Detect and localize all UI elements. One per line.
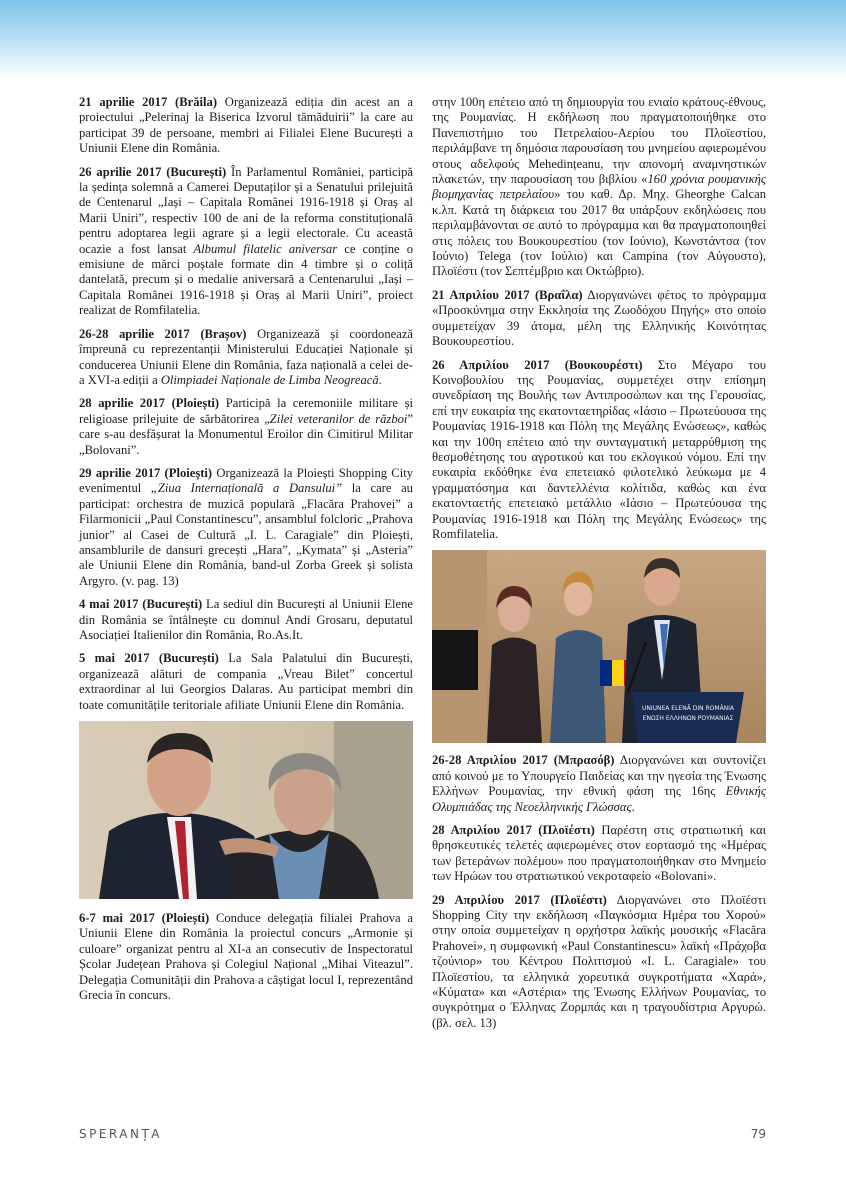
entry-date: 21 Απριλίου 2017 (Βραΐλα) <box>432 287 583 302</box>
entry-brasov-ro: 26-28 aprilie 2017 (Brașov) Organizează și coordonează împreună cu reprezentanții Ministerului Educației Naționale și conducerea Uniunii Elene din România, faza națională a celei de-a XVI-a ediții a Olimpiadei Naționale de Limba Neogreacă. <box>79 326 413 387</box>
entry-ploiesti-29-ro: 29 aprilie 2017 (Ploiești) Organizează la Ploiești Shopping City evenimentul „Ziua Internațională a Dansului” la care au participat: orchestra de muzică populară „Flacăra Prahovei” a Filarmonicii „Paul Constantinescu”, ansamblul folcloric „Prahova junior” al Casei de Cultură „I. L. Caragiale” din Ploiești, ansamblurile de dansuri grecești „Hara”, „Kymata” și „Asteria” ale Uniunii Elene din România, band-ul Zorba Greek și solista Argyro. (v. pag. 13) <box>79 465 414 588</box>
podium-text-ro: UNIUNEA ELENĂ DIN ROMÂNIA <box>641 705 735 713</box>
entry-date: 29 Απριλίου 2017 (Πλοϊέστι) <box>432 892 607 907</box>
entry-ploiesti-29-gr: 29 Απριλίου 2017 (Πλοϊέστι) Διοργανώνει στο Πλοϊέστι Shopping City την εκδήλωση «Παγκόσμια Ημέρα του Χορού» στην οποία συμμετείχαν η ορχήστρα λαϊκής μουσικής «Flacăra Prahovei», η συμφωνική «Paul Constantinescu» λαϊκή «Πράχοβα τζούνιορ» του Κέντρου Πολιτισμού «I. L. Caragiale» του Πλοϊεστίου, τα ελληνικά χορευτικά συγκροτήματα «Χαρά», «Κύματα» και «Αστέρια» της Ένωσης Ελλήνων Ρουμανίας, το συγκρότημα ο Έλληνας Ζορμπάς και η τραγουδίστρια Αργυρώ. (βλ. σελ. 13) <box>432 892 766 1030</box>
entry-bucuresti-gr: 26 Απριλίου 2017 (Βουκουρέστι) Στο Μέγαρο του Κοινοβουλίου της Ρουμανίας, συμμετέχει στην επίσημη συνεδρίαση της Βουλής των Αντιπροσώπων και της Γερουσίας, επί την ευκαιρία της εκατονταετηρίδας «Ιάσιο – Πρωτεύουσα της Ρουμανίας 1916-1918 και Πόλη της Μεγάλης Ενώσεως», καθώς και την 100η επέτειο από την συνταγματική μεταρρύθμιση της θεσμοθέτησης του αγροτικού και του εκλογικού νόμου. Επί την ευκαιρία εκδόθηκε ένα επετειακό φιλοτελικό λεύκωμα με 4 γραμματόσημα και δαντελλένια κολίτιδα, καθώς και ένα εκατονταετής επετειακό μετάλλιο «Ιάσιο – Πρωτεύουσα της Ρουμανίας 1916-1918 και Πόλη της Μεγάλης Ενώσεως» της Romfilatelia. <box>432 357 766 541</box>
photo-podium <box>432 550 766 743</box>
right-column <box>432 95 766 1039</box>
entry-date: 21 aprilie 2017 (Brăila) <box>79 95 218 109</box>
entry-bucuresti-4mai-ro: 4 mai 2017 (București) La sediul din București al Uniunii Elene din România se întâlnește cu domnul Andi Grosaru, deputatul Asociației Italienilor din România, Ro.As.It. <box>79 597 413 642</box>
entry-date: 28 aprilie 2017 (Ploiești) <box>79 396 220 411</box>
entry-date: 26 aprilie 2017 (București) <box>79 164 227 179</box>
entry-date: 26-28 aprilie 2017 (Brașov) <box>79 326 247 341</box>
photo-two-men <box>79 721 413 899</box>
entry-braila-ro: 21 aprilie 2017 (Brăila) Organizează ediția din acest an a proiectului „Pelerinaj la Biserica Izvorul tămăduirii” la care au participat 39 de persoane, membri ai Filialei Elene București a Uniunii Elene din România. <box>79 95 413 156</box>
entry-date: 5 mai 2017 (București) <box>79 651 219 666</box>
entry-ploiesti-28-gr: 28 Απριλίου 2017 (Πλοϊέστι) Παρέστη στις στρατιωτική και θρησκευτικές τελετές αφιερωμένες στον εορτασμό της «Ημέρας των βετεράνων πολέμου» που πραγματοποιήθηκαν στο Μνημείο των Ηρώων του στρατιωτικού νεκροταφείο «Bolovani». <box>432 823 766 884</box>
entry-continued-gr: στην 100η επέτειο από τη δημιουργία του ενιαίο κράτους-έθνους, της Ρουμανίας. Η εκδήλωση που πραγματοποιήθηκε στο Πανεπιστήμιο του Πετρελαίου-Αερίου του Πλοϊεστίου, περιλάμβανε τη δημόσια παρουσίαση του μνημείου αφιερωμένου στους αδελφούς Mehedințeanu, την απονομή αναμνηστικών πλακετών, την παρουσίαση του βιβλίου «160 χρόνια ρουμανικής βιομηχανίας πετρελαίου» του καθ. Δρ. Μηχ. Gheorghe Calcan κ.λπ. Κατά τη διάρκεια του 2017 θα υπάρξουν εκδηλώσεις που περιλαμβάνονται σε αυτό το πρόγραμμα και θα πραγματοποιηθεί στις πόλεις του Βουκουρεστίου (τον Ιούνιο), Κωνστάντσα (τον Ιούνιο) Telega (τον Ιούλιο) και Campina (τον Αύγουστο), Πλοϊέστι (τον Σεπτέμβριο και Οκτώβριο). <box>432 95 766 279</box>
header-band <box>0 0 846 80</box>
entry-date: 26 Απριλίου 2017 (Βουκουρέστι) <box>432 357 643 372</box>
entry-brasov-gr: 26-28 Απριλίου 2017 (Μπρασόβ) Διοργανώνει και συντονίζει από κοινού με το Υπουργείο Παιδείας και την ηγεσία της Ένωσης Ελλήνων Ρουμανίας, την εθνική φάση της 16ης Εθνικής Ολυμπιάδας της Νεοελληνικής Γλώσσας. <box>432 753 766 814</box>
entry-ploiesti-28-ro: 28 aprilie 2017 (Ploiești) Participă la ceremoniile militare și religioase prilejuite de sărbătorirea „Zilei veteranilor de război” care s-au desfășurat la Monumentul Eroilor din Cimitirul Militar „Bolovani”. <box>79 396 414 457</box>
entry-date: 29 aprilie 2017 (Ploiești) <box>79 465 213 480</box>
entry-date: 4 mai 2017 (București) <box>79 597 203 612</box>
magazine-title: SPERANȚA <box>79 1127 163 1141</box>
left-column <box>79 95 413 1011</box>
page-number: 79 <box>750 1127 766 1141</box>
podium-text-gr: ΕΝΩΣΗ ΕΛΛΗΝΩΝ ΡΟΥΜΑΝΙΑΣ <box>642 715 734 723</box>
entry-braila-gr: 21 Απριλίου 2017 (Βραΐλα) Διοργανώνει φέτος το πρόγραμμα «Προσκύνημα στην Εκκλησία της Ζωοδόχου Πηγής» στο οποίο συμμετείχαν 39 άτομα, μέλη της Ελληνικής Κοινότητας Βουκουρεστίου. <box>432 287 766 349</box>
entry-ploiesti-6mai-ro: 6-7 mai 2017 (Ploiești) Conduce delegația filialei Prahova a Uniunii Elene din România la proiectul concurs „Armonie și culoare” organizat pentru al XI-a an consecutiv de Inspectoratul Școlar Județean Prahova și Colegiul Național „Mihai Viteazul”. Delegația Comunității din Prahova a câștigat locul I, reprezentând Grecia în concurs. <box>79 911 414 1003</box>
entry-date: 28 Απριλίου 2017 (Πλοϊέστι) <box>432 823 595 837</box>
entry-date: 26-28 Απριλίου 2017 (Μπρασόβ) <box>432 753 615 768</box>
photo-podium-image <box>432 550 766 743</box>
photo-two-men-image <box>79 721 413 899</box>
entry-bucuresti-5mai-ro: 5 mai 2017 (București) La Sala Palatului din București, organizează alături de compania „Vreau Bilet” concertul extraordinar al lui Georgios Dalaras. Au participat membri din toate comunitățile teritoriale afiliate Uniunii Elene din România. <box>79 651 413 712</box>
page-footer <box>79 1127 766 1145</box>
entry-bucuresti-ro: 26 aprilie 2017 (București) În Parlamentul României, participă la ședința solemnă a Camerei Deputaților și a Senatului prilejuită de Centenarul „Iași – Capitala Românei 1916-1918 și Oraș al Marii Uniri”, respectiv 100 de ani de la reforma constituțională pentru adoptarea legii agrare și a legii electorale. Cu această ocazie a fost lansat Albumul filatelic aniversar ce conține o emisiune de mărci poștale formate din 4 timbre și o coliță dantelată, precum și o medalie aniversară a Centenarului „Iași – Capitala Românei 1916-1918 și Oraș al Marii Uniri”, proiect realizat de Romfilatelia. <box>79 164 414 318</box>
entry-date: 6-7 mai 2017 (Ploiești) <box>79 911 210 926</box>
